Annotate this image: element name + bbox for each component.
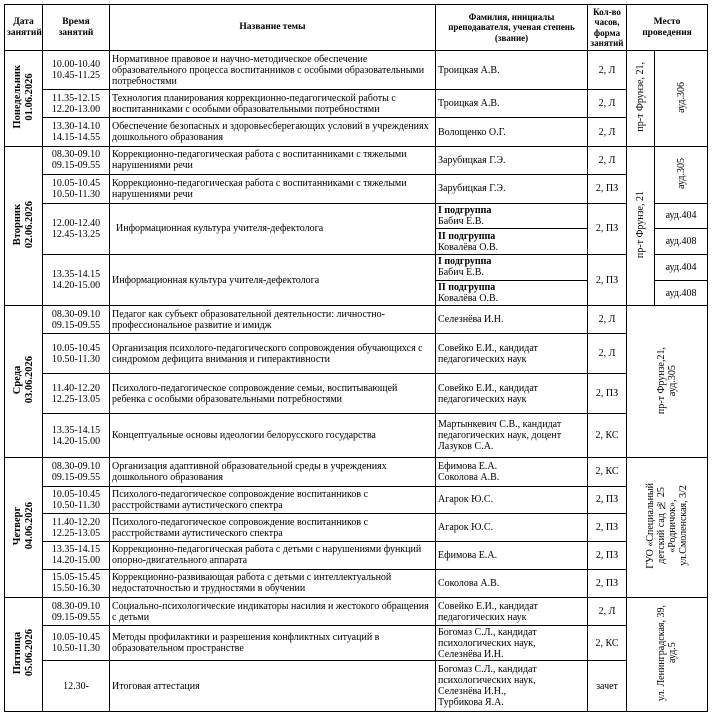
aud-cell: ауд.404 (655, 203, 708, 229)
table-row (5, 374, 708, 414)
day-cell-wednesday (5, 306, 43, 457)
header-place: Место проведения (627, 5, 708, 51)
time-cell: 10.05-10.45 10.50-11.30 (43, 174, 110, 203)
subgroup-2-cell (436, 229, 588, 255)
topic-cell: Коррекционно-педагогическая работа с воспитанниками с тяжелыми нарушениями речи (110, 174, 436, 203)
hours-cell: 2, КС (588, 626, 627, 661)
day-label: Пятница 05.06.2026 (11, 629, 35, 677)
day-cell-friday (5, 597, 43, 711)
table-row (5, 661, 708, 712)
table-row (5, 542, 708, 570)
teacher-cell: Совейко Е.И., кандидат педагогических наук (436, 597, 588, 626)
hours-cell: 2, ПЗ (588, 542, 627, 570)
day-cell-monday (5, 51, 43, 147)
aud-cell: ауд.408 (655, 229, 708, 255)
table-row (5, 51, 708, 90)
hours-cell: 2, ПЗ (588, 514, 627, 542)
table-row (5, 569, 708, 597)
hours-cell: 2, ПЗ (588, 255, 627, 306)
subgroup-label: I подгруппа (438, 204, 492, 216)
topic-cell: Коррекционно-развивающая работа с детьми с интеллектуальной недостаточностью и трудностями в обучении (110, 569, 436, 597)
table-row (5, 118, 708, 147)
table-row (5, 626, 708, 661)
time-cell: 13.35-14.15 14.20-15.00 (43, 414, 110, 457)
teacher-cell: Зарубицкая Г.Э. (436, 146, 588, 174)
header-hours: Кол-во часов, форма занятий (588, 5, 627, 51)
table-row (5, 203, 708, 229)
topic-cell: Информационная культура учителя-дефектолога (110, 203, 436, 254)
hours-cell: 2, Л (588, 597, 627, 626)
aud-cell: ауд.408 (655, 280, 708, 306)
place-cell (627, 597, 708, 711)
place-cell (627, 306, 708, 457)
time-cell: 11.40-12.20 12.25-13.05 (43, 374, 110, 414)
table-row (5, 514, 708, 542)
hours-cell: 2, ПЗ (588, 569, 627, 597)
teacher-cell: Богомаз С.Л., кандидат психологических наук, Селезнёва И.Н., Турбикова Я.А. (436, 661, 588, 712)
hours-cell: 2, Л (588, 118, 627, 147)
header-date: Дата занятий (5, 5, 43, 51)
teacher-cell: Совейко Е.И., кандидат педагогических наук (436, 374, 588, 414)
topic-cell: Организация адаптивной образовательной среды в учреждениях дошкольного образования (110, 457, 436, 486)
topic-cell: Педагог как субъект образовательной деятельности: личностно-профессиональное развитие и имидж (110, 306, 436, 334)
time-cell: 08.30-09.10 09.15-09.55 (43, 597, 110, 626)
time-cell: 08.30-09.10 09.15-09.55 (43, 146, 110, 174)
day-label: Вторник 02.06.2026 (11, 201, 35, 249)
topic-cell: Технология планирования коррекционно-педагогической работы с воспитанниками с особыми образовательными потребностями (110, 90, 436, 118)
time-cell: 08.30-09.10 09.15-09.55 (43, 306, 110, 334)
aud-cell (655, 51, 708, 147)
subgroup-label: II подгруппа (438, 282, 496, 294)
subgroup-label: II подгруппа (438, 230, 496, 242)
topic-cell: Организация психолого-педагогического сопровождения обучающихся с синдромом дефицита внимания и гиперактивности (110, 334, 436, 374)
place-label: пр-т Фрунзе, 21, (635, 62, 646, 132)
aud-cell (655, 146, 708, 203)
time-cell: 11.35-12.15 12.20-13.00 (43, 90, 110, 118)
teacher-cell: Соколова А.В. (436, 569, 588, 597)
place-cell (627, 51, 655, 147)
topic-cell: Психолого-педагогическое сопровождение семьи, воспитывающей ребенка с особыми образовательными потребностями (110, 374, 436, 414)
table-row (5, 597, 708, 626)
time-cell: 12.30- (43, 661, 110, 712)
teacher-cell: Агарок Ю.С. (436, 486, 588, 514)
time-cell: 08.30-09.10 09.15-09.55 (43, 457, 110, 486)
teacher-cell: Богомаз С.Л., кандидат психологических наук, Селезнёва И.Н. (436, 626, 588, 661)
subgroup-teacher: Ковалёва О.В. (438, 241, 499, 253)
place-label: ул. Ленинградская, 39, ауд.5 (656, 604, 678, 701)
time-cell: 10.05-10.45 10.50-11.30 (43, 486, 110, 514)
subgroup-teacher: Бабич Е.В. (438, 267, 484, 279)
table-row (5, 414, 708, 457)
hours-cell: 2, Л (588, 306, 627, 334)
topic-cell: Информационная культура учителя-дефектолога (110, 255, 436, 306)
topic-cell: Итоговая аттестация (110, 661, 436, 712)
topic-cell: Социально-психологические индикаторы насилия и жестокого обращения с детьми (110, 597, 436, 626)
time-cell: 10.00-10.40 10.45-11.25 (43, 51, 110, 90)
time-cell: 15.05-15.45 15.50-16.30 (43, 569, 110, 597)
topic-cell: Психолого-педагогическое сопровождение воспитанников с расстройствами аутистического спектра (110, 486, 436, 514)
header-time: Время занятий (43, 5, 110, 51)
table-row (5, 255, 708, 281)
aud-cell: ауд.404 (655, 255, 708, 281)
table-row (5, 174, 708, 203)
subgroup-label: I подгруппа (438, 256, 492, 268)
teacher-cell: Ефимова Е.А. Соколова А.В. (436, 457, 588, 486)
table-row (5, 90, 708, 118)
subgroup-2-cell (436, 280, 588, 306)
hours-cell: 2, ПЗ (588, 203, 627, 254)
hours-cell: 2, Л (588, 90, 627, 118)
day-label: Среда 03.06.2026 (11, 356, 35, 404)
subgroup-1-cell (436, 203, 588, 229)
place-cell (627, 146, 655, 305)
teacher-cell: Троицкая А.В. (436, 90, 588, 118)
topic-cell: Психолого-педагогическое сопровождение воспитанников с расстройствами аутистического спектра (110, 514, 436, 542)
topic-cell: Обеспечение безопасных и здоровьесберегающих условий в учреждениях дошкольного образования (110, 118, 436, 147)
time-cell: 13.35-14.15 14.20-15.00 (43, 542, 110, 570)
subgroup-teacher: Бабич Е.В. (438, 215, 484, 227)
place-cell (627, 457, 708, 597)
time-cell: 13.30-14.10 14.15-14.55 (43, 118, 110, 147)
time-cell: 10.05-10.45 10.50-11.30 (43, 334, 110, 374)
topic-cell: Методы профилактики и разрешения конфликтных ситуаций в образовательном пространстве (110, 626, 436, 661)
hours-cell: 2, Л (588, 51, 627, 90)
topic-cell: Коррекционно-педагогическая работа с воспитанниками с тяжелыми нарушениями речи (110, 146, 436, 174)
day-label: Четверг 04.06.2026 (11, 502, 35, 550)
hours-cell: 2, ПЗ (588, 486, 627, 514)
teacher-cell: Зарубицкая Г.Э. (436, 174, 588, 203)
schedule-table (4, 4, 708, 712)
table-row (5, 306, 708, 334)
time-cell: 12.00-12.40 12.45-13.25 (43, 203, 110, 254)
hours-cell: 2, Л (588, 146, 627, 174)
hours-cell: 2, ПЗ (588, 374, 627, 414)
place-label: ГУО «Специальный детский сад № 25 «Родничок», ул.Смоленская, 3/2 (645, 482, 689, 569)
time-cell: 11.40-12.20 12.25-13.05 (43, 514, 110, 542)
hours-cell: 2, Л (588, 334, 627, 374)
teacher-cell: Троицкая А.В. (436, 51, 588, 90)
header-teacher: Фамилия, инициалы преподавателя, ученая степень (звание) (436, 5, 588, 51)
time-cell: 10.05-10.45 10.50-11.30 (43, 626, 110, 661)
teacher-cell: Селезнёва И.Н. (436, 306, 588, 334)
time-cell: 13.35-14.15 14.20-15.00 (43, 255, 110, 306)
day-cell-thursday (5, 457, 43, 597)
header-title: Название темы (110, 5, 436, 51)
topic-cell: Концептуальные основы идеологии белорусского государства (110, 414, 436, 457)
aud-label: ауд.306 (675, 81, 687, 113)
place-label: пр-т Фрунзе, 21 (635, 191, 646, 259)
hours-cell: 2, КС (588, 457, 627, 486)
place-label: пр-т Фрунзе,21, ауд.305 (656, 346, 678, 414)
hours-cell: зачет (588, 661, 627, 712)
subgroup-1-cell (436, 255, 588, 281)
table-row (5, 486, 708, 514)
hours-cell: 2, ПЗ (588, 174, 627, 203)
teacher-cell: Мартынкевич С.В., кандидат педагогических наук, доцент Лазуков С.А. (436, 414, 588, 457)
teacher-cell: Волощенко О.Г. (436, 118, 588, 147)
day-cell-tuesday (5, 146, 43, 305)
subgroup-teacher: Ковалёва О.В. (438, 293, 499, 305)
day-label: Понедельник 01.06.2026 (11, 65, 35, 129)
teacher-cell: Совейко Е.И., кандидат педагогических наук (436, 334, 588, 374)
aud-label: ауд.305 (675, 157, 687, 189)
table-row (5, 146, 708, 174)
topic-cell: Нормативное правовое и научно-методическое обеспечение образовательного процесса воспитанников с особыми образовательными потребностями (110, 51, 436, 90)
hours-cell: 2, КС (588, 414, 627, 457)
teacher-cell: Агарок Ю.С. (436, 514, 588, 542)
teacher-cell: Ефимова Е.А. (436, 542, 588, 570)
header-row (5, 5, 708, 51)
table-row (5, 334, 708, 374)
table-row (5, 457, 708, 486)
topic-cell: Коррекционно-педагогическая работа с детьми с нарушениями функций опорно-двигательного аппарата (110, 542, 436, 570)
